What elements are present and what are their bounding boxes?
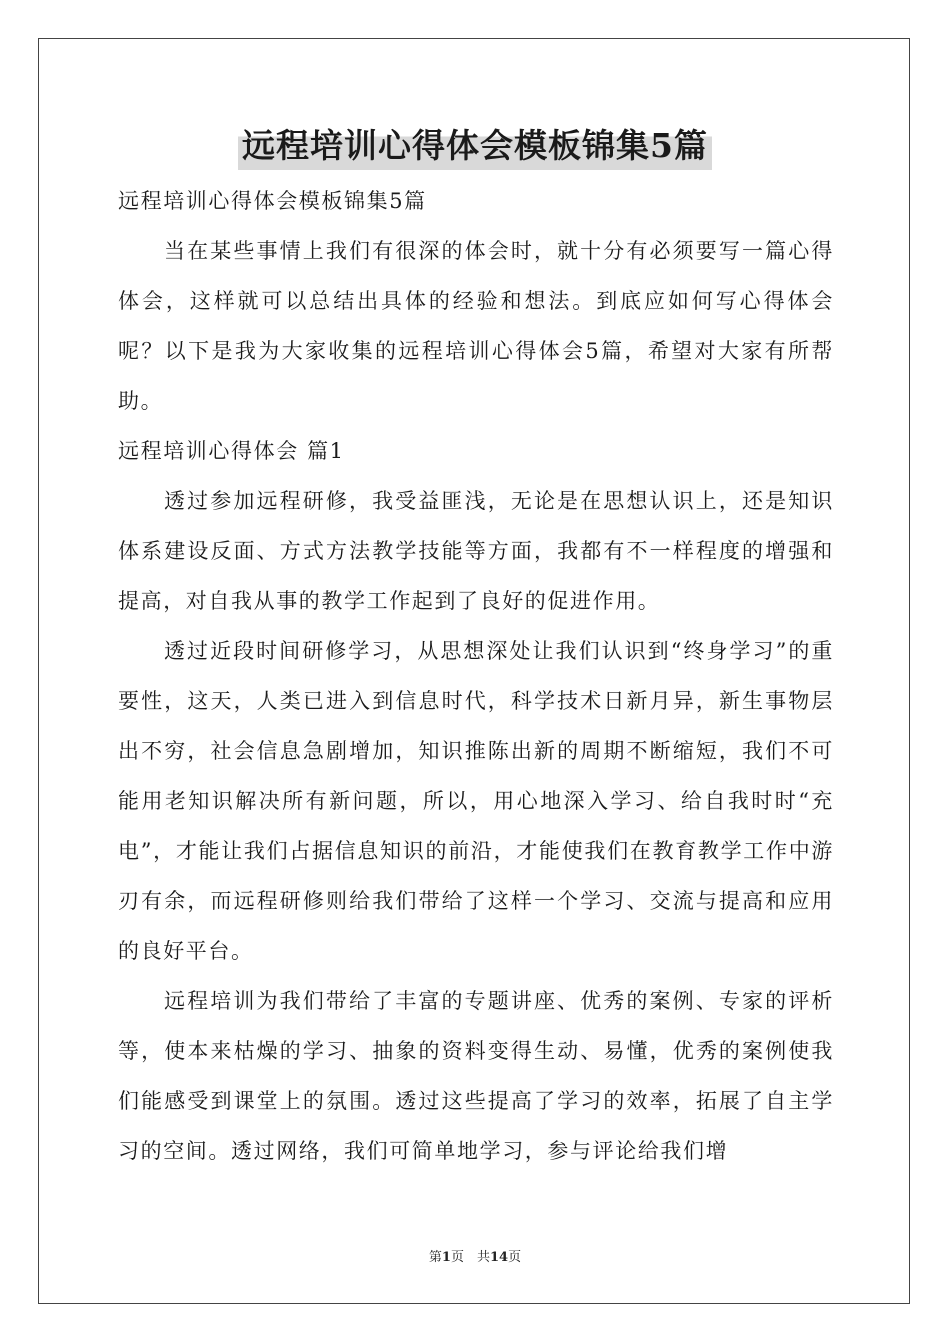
document-body xyxy=(118,176,834,1176)
body-paragraph: 透过参加远程研修，我受益匪浅，无论是在思想认识上，还是知识体系建设反面、方式方法教学技能等方面，我都有不一样程度的增强和提高，对自我从事的教学工作起到了良好的促进作用。 xyxy=(118,489,834,613)
document-subtitle: 远程培训心得体会模板锦集5篇 xyxy=(118,189,427,213)
title-container xyxy=(0,122,950,170)
page-mid: 页 共 xyxy=(450,1250,490,1265)
page-prefix: 第 xyxy=(428,1250,442,1265)
page-current: 1 xyxy=(441,1250,451,1265)
body-paragraph: 透过近段时间研修学习，从思想深处让我们认识到“终身学习”的重要性，这天，人类已进入到信息时代，科学技术日新月异，新生事物层出不穷，社会信息急剧增加，知识推陈出新的周期不断缩短，我们不可能用老知识解决所有新问题，所以，用心地深入学习、给自我时时“充电”，才能让我们占据信息知识的前沿，才能使我们在教育教学工作中游刃有余，而远程研修则给我们带给了这样一个学习、交流与提高和应用的良好平台。 xyxy=(118,639,834,963)
page-footer xyxy=(0,1246,950,1265)
section-heading: 远程培训心得体会 篇1 xyxy=(118,439,345,463)
body-paragraph: 远程培训为我们带给了丰富的专题讲座、优秀的案例、专家的评析等，使本来枯燥的学习、抽象的资料变得生动、易懂，优秀的案例使我们能感受到课堂上的氛围。透过这些提高了学习的效率，拓展了自主学习的空间。透过网络，我们可简单地学习，参与评论给我们增 xyxy=(118,989,834,1163)
page-suffix: 页 xyxy=(508,1250,522,1265)
intro-paragraph: 当在某些事情上我们有很深的体会时，就十分有必须要写一篇心得体会，这样就可以总结出具体的经验和想法。到底应如何写心得体会呢？以下是我为大家收集的远程培训心得体会5篇，希望对大家有所帮助。 xyxy=(118,239,834,413)
document-title: 远程培训心得体会模板锦集5篇 xyxy=(238,122,712,170)
page-total: 14 xyxy=(489,1250,509,1265)
